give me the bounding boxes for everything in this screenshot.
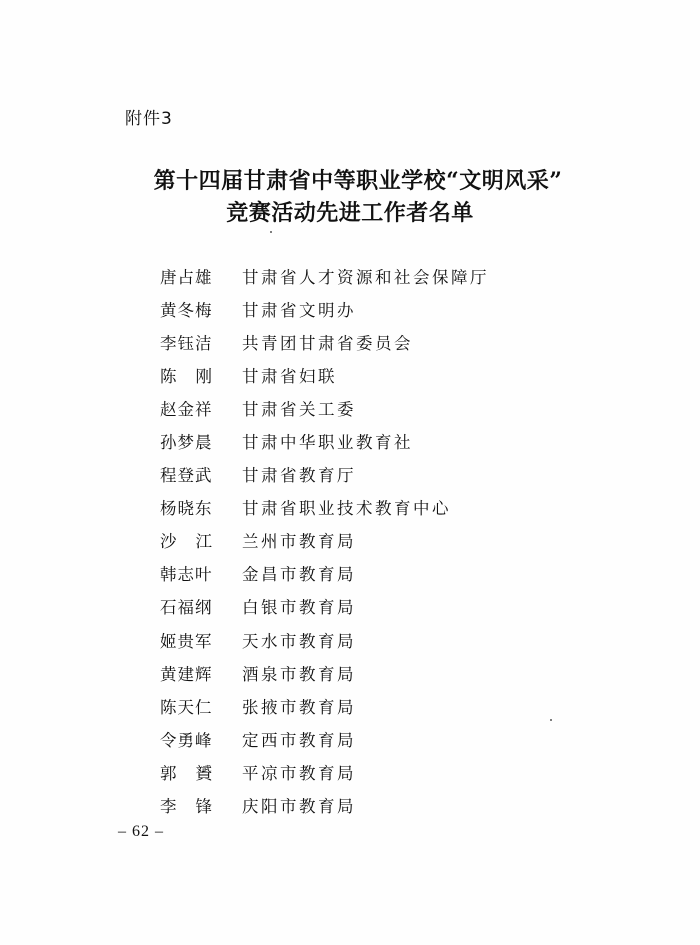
person-name: 杨晓东: [160, 499, 213, 519]
list-item: [160, 325, 489, 358]
list-item: [160, 292, 489, 325]
person-organization: 张掖市教育局: [242, 697, 356, 717]
person-name: 石福纲: [160, 598, 213, 618]
name-list: [160, 259, 489, 822]
list-item: [160, 689, 489, 722]
list-item: [160, 524, 489, 557]
list-item: [160, 722, 489, 755]
person-organization: 金昌市教育局: [242, 565, 356, 585]
person-organization: 甘肃省妇联: [242, 366, 337, 386]
person-name: 姬贵军: [160, 631, 213, 651]
person-name: 赵金祥: [160, 399, 213, 419]
list-item: [160, 590, 489, 623]
person-organization: 甘肃中华职业教育社: [242, 433, 413, 453]
person-name: 陈天仁: [160, 697, 213, 717]
person-name: 黄冬梅: [160, 300, 213, 320]
list-item: [160, 789, 489, 822]
person-name: 令勇峰: [160, 730, 213, 750]
list-item: [160, 391, 489, 424]
person-organization: 共青团甘肃省委员会: [242, 333, 413, 353]
person-organization: 甘肃省教育厅: [242, 466, 356, 486]
list-item: [160, 557, 489, 590]
person-name: 韩志叶: [160, 565, 213, 585]
person-organization: 天水市教育局: [242, 631, 356, 651]
person-name: 孙梦晨: [160, 433, 213, 453]
person-organization: 庆阳市教育局: [242, 797, 356, 817]
list-item: [160, 458, 489, 491]
list-item: [160, 623, 489, 656]
person-organization: 酒泉市教育局: [242, 664, 356, 684]
page-number: – 62 –: [118, 823, 164, 840]
attachment-label: 附件3: [125, 109, 173, 129]
list-item: [160, 259, 489, 292]
person-organization: 甘肃省关工委: [242, 399, 356, 419]
list-item: [160, 491, 489, 524]
document-title-line-2: 竞赛活动先进工作者名单: [226, 200, 474, 226]
list-item: [160, 656, 489, 689]
person-organization: 定西市教育局: [242, 730, 356, 750]
person-name: 程登武: [160, 466, 213, 486]
person-name: 沙江: [160, 532, 231, 552]
list-item: [160, 424, 489, 457]
person-name: 陈刚: [160, 366, 231, 386]
person-organization: 甘肃省文明办: [242, 300, 356, 320]
person-name: 黄建辉: [160, 664, 213, 684]
list-item: [160, 755, 489, 788]
scan-speck: [550, 719, 552, 721]
person-name: 唐占雄: [160, 267, 213, 287]
person-organization: 兰州市教育局: [242, 532, 356, 552]
list-item: [160, 358, 489, 391]
person-organization: 甘肃省职业技术教育中心: [242, 499, 451, 519]
person-name: 李锋: [160, 797, 231, 817]
person-organization: 甘肃省人才资源和社会保障厅: [242, 267, 489, 287]
person-organization: 平凉市教育局: [242, 763, 356, 783]
person-name: 李钰洁: [160, 333, 213, 353]
scan-speck: [270, 231, 272, 233]
document-title-line-1: 第十四届甘肃省中等职业学校“文明风采”: [153, 168, 563, 194]
person-organization: 白银市教育局: [242, 598, 356, 618]
person-name: 郭贇: [160, 763, 231, 783]
